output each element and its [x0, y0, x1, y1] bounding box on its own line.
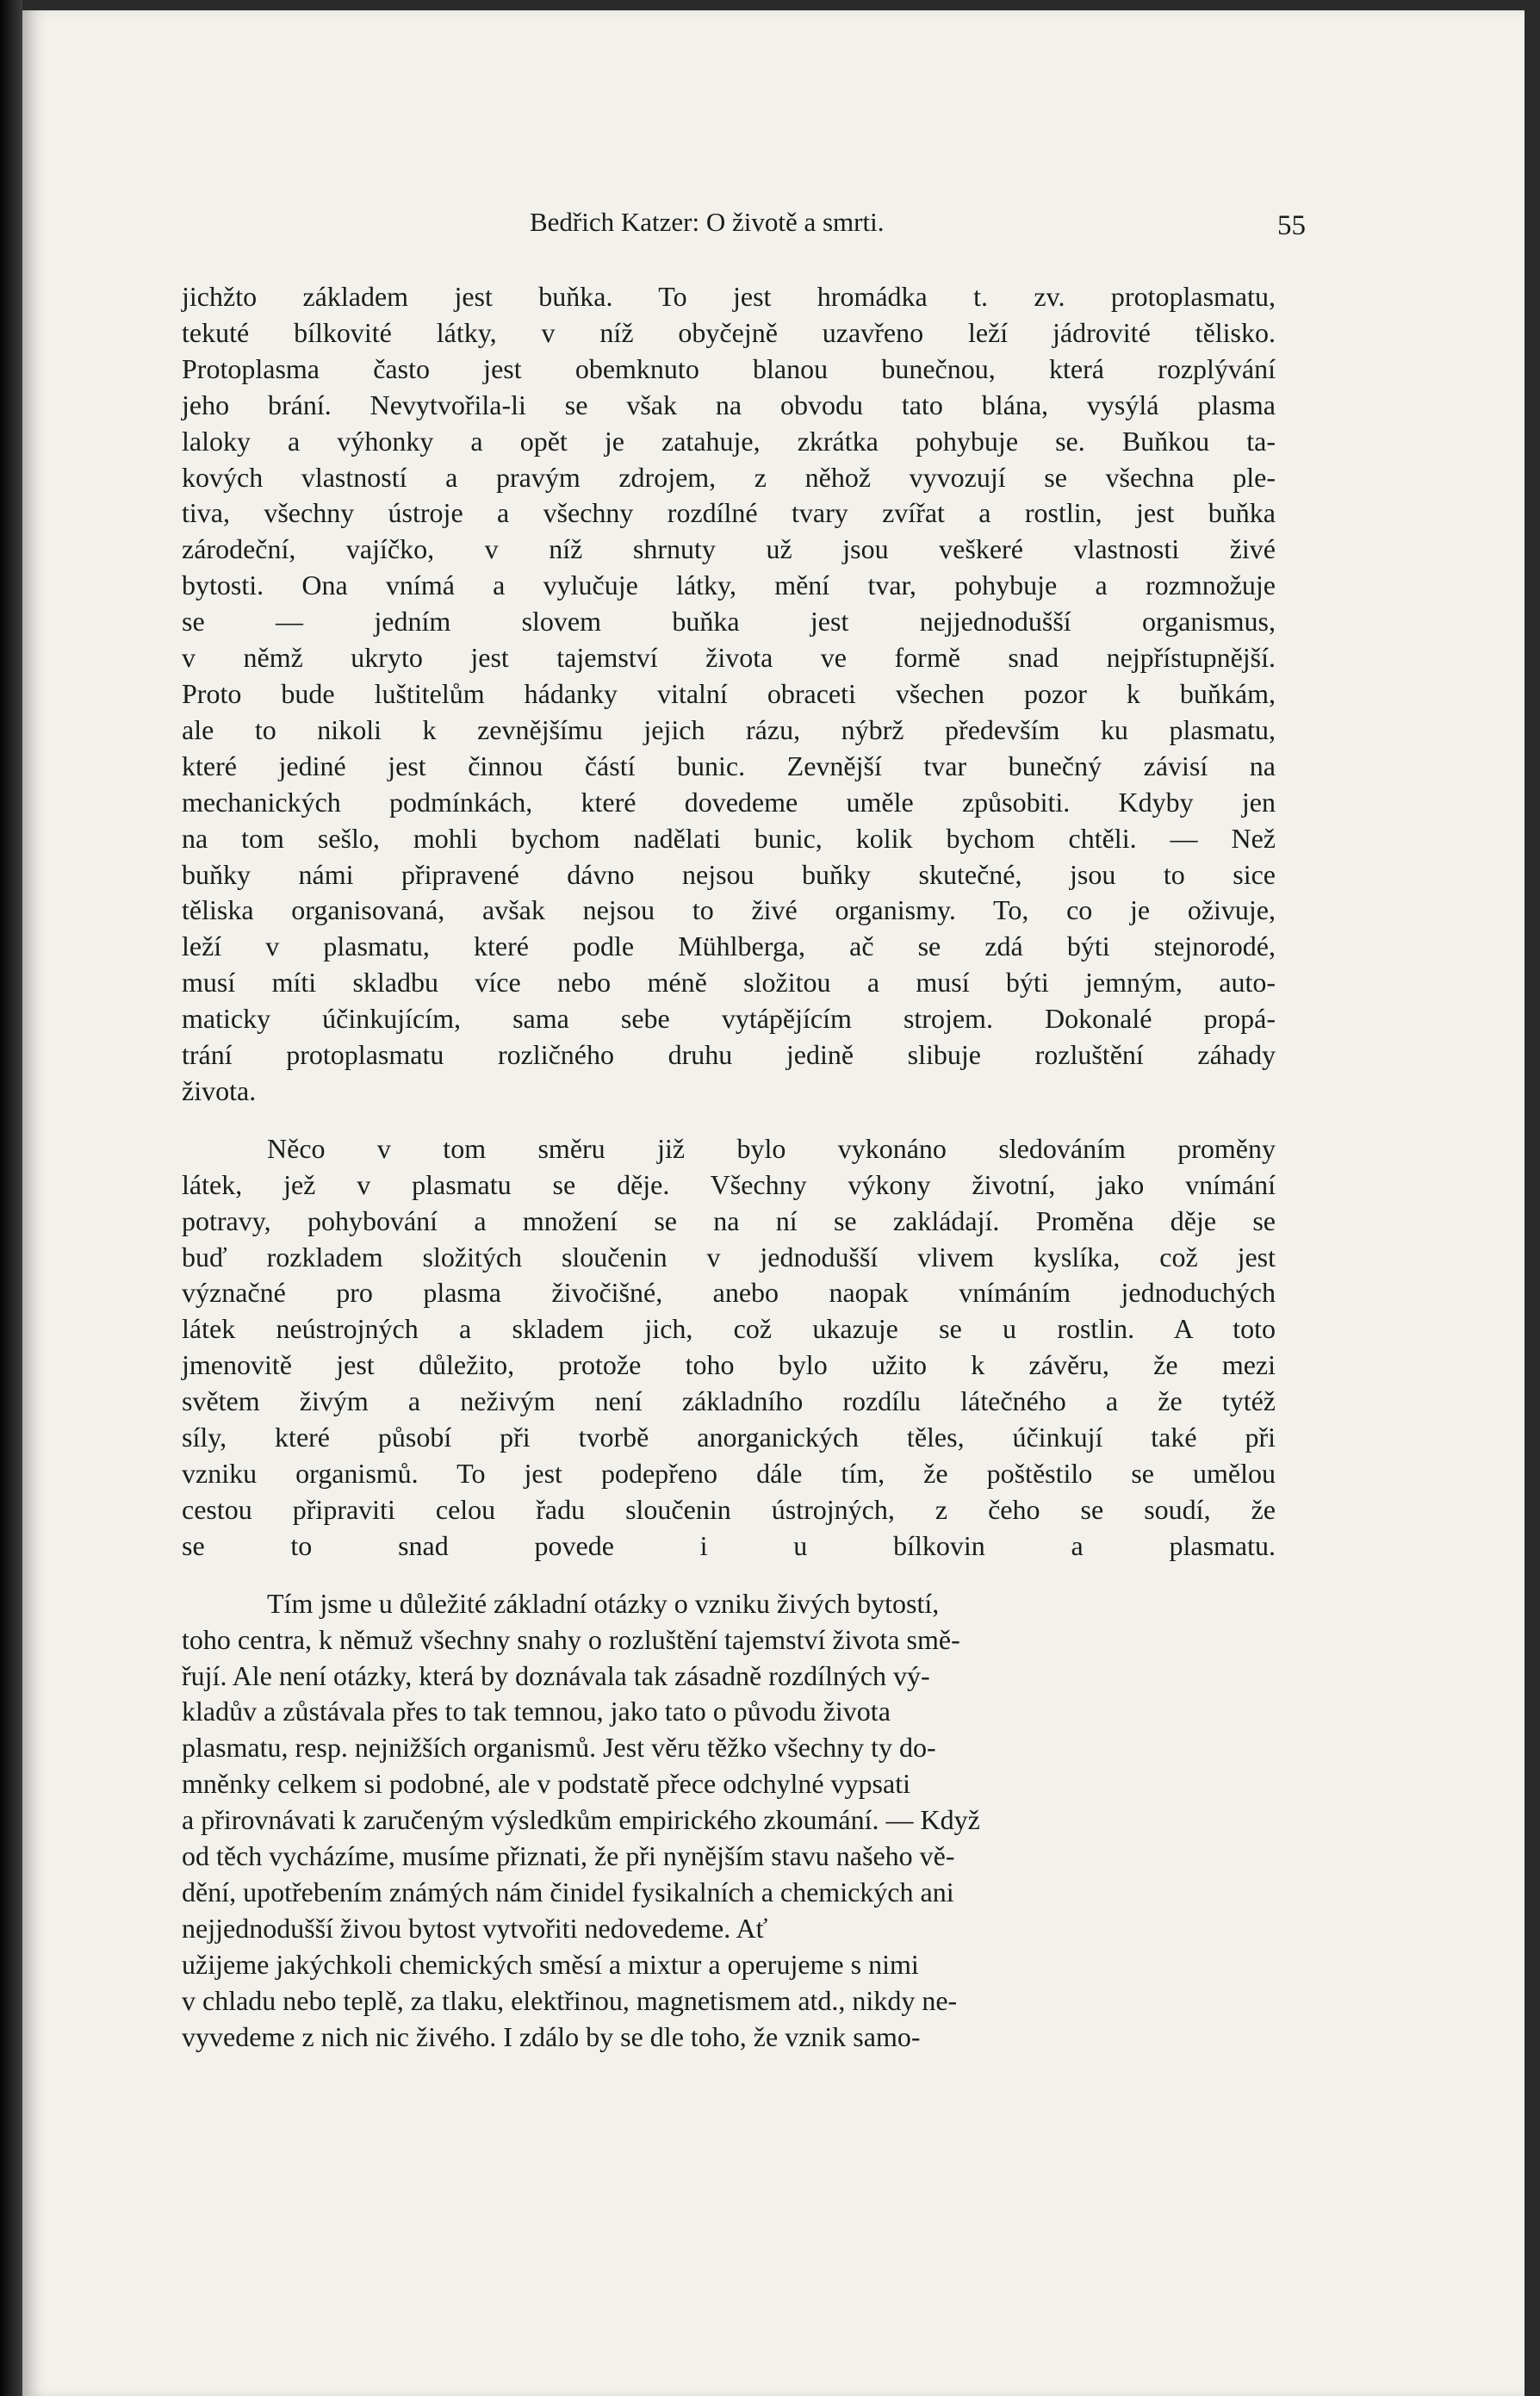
page-header [186, 207, 1306, 250]
text-line: toho centra, k němuž všechny snahy o rozluštění tajemství života smě- [182, 1623, 960, 1655]
text-line: dění, upotřebením známých nám činidel fysikalních a chemických ani [182, 1876, 954, 1907]
text-line: kových vlastností a pravým zdrojem, z něhož vyvozují se všechna ple- [182, 461, 1276, 493]
text-line: látek neústrojných a skladem jich, což ukazuje se u rostlin. A toto [182, 1313, 1276, 1345]
text-line: laloky a výhonky a opět je zatahuje, zkrátka pohybuje se. Buňkou ta- [182, 425, 1276, 457]
text-line: jeho brání. Nevytvořila-li se však na obvodu tato blána, vysýlá plasma [182, 389, 1276, 420]
text-line: maticky účinkujícím, sama sebe vytápějícím strojem. Dokonalé propá- [182, 1003, 1276, 1035]
text-line: tiva, všechny ústroje a všechny rozdílné tvary zvířat a rostlin, jest buňka [182, 497, 1276, 529]
text-line: vyvedeme z nich nic živého. I zdálo by se dle toho, že vznik samo- [182, 2020, 921, 2052]
text-line: které jediné jest činnou částí bunic. Zevnější tvar bunečný závisí na [182, 750, 1276, 781]
text-line: plasmatu, resp. nejnižších organismů. Jest věru těžko všechny ty do- [182, 1732, 936, 1764]
text-line: potravy, pohybování a množení se na ní se zakládají. Proměna děje se [182, 1204, 1276, 1236]
text-line: světem živým a neživým není základního rozdílu látečného a že tytéž [182, 1385, 1276, 1417]
text-line: trání protoplasmatu rozličného druhu jedině slibuje rozluštění záhady [182, 1039, 1276, 1071]
body-text [182, 279, 1276, 2056]
text-line: řují. Ale není otázky, která by doznávala tak zásadně rozdílných vý- [182, 1659, 930, 1691]
text-line: Proto bude luštitelům hádanky vitalní obraceti všechen pozor k buňkám, [182, 677, 1276, 709]
text-line: síly, které působí při tvorbě anorganických těles, účinkují také při [182, 1422, 1276, 1453]
text-line: význačné pro plasma živočišné, anebo naopak vnímáním jednoduchých [182, 1277, 1276, 1309]
text-line: Tím jsme u důležité základní otázky o vzniku živých bytostí, [267, 1587, 940, 1619]
text-line: v němž ukryto jest tajemství života ve formě snad nejpřístupnější. [182, 642, 1276, 674]
book-spine-shadow [0, 0, 22, 2396]
text-line: Něco v tom směru již bylo vykonáno sledováním proměny [267, 1132, 1276, 1164]
text-line: se — jedním slovem buňka jest nejjednodušší organismus, [182, 606, 1276, 638]
text-line: kladův a zůstávala přes to tak temnou, jako tato o původu života [182, 1696, 891, 1727]
text-line: mechanických podmínkách, které dovedeme uměle způsobiti. Kdyby jen [182, 786, 1276, 818]
text-line: těliska organisovaná, avšak nejsou to živé organismy. To, co je oživuje, [182, 894, 1276, 926]
page-number: 55 [1277, 210, 1306, 241]
text-line: od těch vycházíme, musíme přiznati, že při nynějším stavu našeho vě- [182, 1840, 955, 1872]
text-line: cestou připraviti celou řadu sloučenin ústrojných, z čeho se soudí, že [182, 1493, 1276, 1525]
text-line: leží v plasmatu, které podle Mühlberga, ač se zdá býti stejnorodé, [182, 930, 1276, 962]
text-line: látek, jež v plasmatu se děje. Všechny výkony životní, jako vnímání [182, 1168, 1276, 1200]
paragraph-1 [182, 279, 1276, 1110]
text-line: na tom sešlo, mohli bychom nadělati bunic, kolik bychom chtěli. — Než [182, 822, 1276, 854]
text-line: buď rozkladem složitých sloučenin v jednodušší vlivem kyslíka, což jest [182, 1241, 1276, 1273]
text-line: mněnky celkem si podobné, ale v podstatě přece odchylné vypsati [182, 1768, 910, 1800]
text-line: v chladu nebo teplě, za tlaku, elektřinou, magnetismem atd., nikdy ne- [182, 1984, 958, 2016]
running-head: Bedřich Katzer: O životě a smrti. [530, 207, 885, 237]
text-line: se to snad povede i u bílkovin a plasmatu. [182, 1529, 1276, 1561]
text-line: Protoplasma často jest obemknuto blanou bunečnou, která rozplývání [182, 352, 1276, 384]
text-line: jmenovitě jest důležito, protože toho bylo užito k závěru, že mezi [182, 1349, 1276, 1381]
text-line: ale to nikoli k zevnějšímu jejich rázu, nýbrž především ku plasmatu, [182, 713, 1276, 745]
text-line: tekuté bílkovité látky, v níž obyčejně uzavřeno leží jádrovité tělisko. [182, 316, 1276, 348]
text-line: zárodeční, vajíčko, v níž shrnuty už jsou veškeré vlastnosti živé [182, 533, 1276, 565]
text-line: vzniku organismů. To jest podepřeno dále tím, že poštěstilo se umělou [182, 1458, 1276, 1489]
paragraph-2 [182, 1131, 1276, 1565]
paragraph-3 [182, 1586, 1276, 2056]
text-line: a přirovnávati k zaručeným výsledkům empirického zkoumání. — Když [182, 1804, 980, 1836]
text-line: buňky námi připravené dávno nejsou buňky skutečné, jsou to sice [182, 858, 1276, 890]
text-line: života. [182, 1074, 257, 1106]
text-line: nejjednodušší živou bytost vytvořiti nedovedeme. Ať [182, 1912, 768, 1944]
text-line: užijeme jakýchkoli chemických směsí a mixtur a operujeme s nimi [182, 1948, 919, 1980]
text-line: jichžto základem jest buňka. To jest hromádka t. zv. protoplasmatu, [182, 281, 1276, 312]
text-line: musí míti skladbu více nebo méně složitou a musí býti jemným, auto- [182, 967, 1276, 999]
text-line: bytosti. Ona vnímá a vylučuje látky, mění tvar, pohybuje a rozmnožuje [182, 569, 1276, 601]
